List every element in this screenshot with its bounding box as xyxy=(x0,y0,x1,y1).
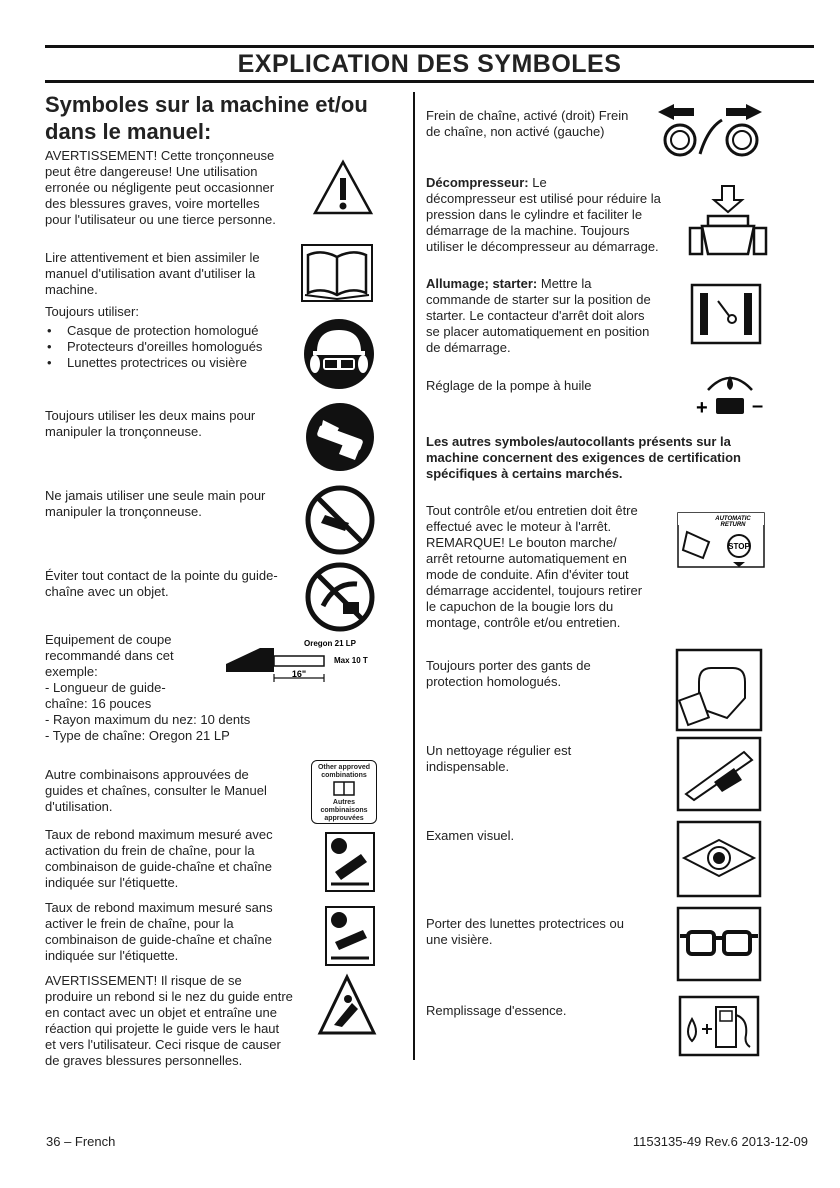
ppe-text: Toujours utiliser: • Casque de protection homologué • Protecteurs d'oreilles homologués • Lunettes protectrices ou visière xyxy=(45,304,305,371)
bar-length-label: 16" xyxy=(291,669,307,679)
read-manual-icon xyxy=(300,243,374,303)
return-label: RETURN xyxy=(720,522,746,528)
cleaning-text: Un nettoyage régulier est indispensable. xyxy=(426,743,572,774)
warning-triangle-icon xyxy=(313,160,373,215)
two-hands-icon xyxy=(305,402,375,472)
tip-contact-text: Éviter tout contact de la pointe du guide- chaîne avec un objet. xyxy=(45,568,278,599)
column-divider xyxy=(413,92,415,1060)
header-top-rule xyxy=(45,45,814,48)
kickback-brake-inactive-icon xyxy=(325,906,375,966)
other-symbols-heading: Les autres symboles/autocollants présents sur la machine concernent des exigences de certification spécifiques à certains marchés. xyxy=(426,434,742,481)
cleaning-brush-icon xyxy=(676,736,762,812)
goggles-text: Porter des lunettes protectrices ou une visière. xyxy=(426,916,624,947)
header-bottom-rule xyxy=(45,80,814,83)
decompressor-icon xyxy=(688,184,770,256)
other-combos-text: Autre combinaisons approuvées de guides et chaînes, consulter le Manuel d'utilisation. xyxy=(45,767,267,814)
warning-text: AVERTISSEMENT! Cette tronçonneuse peut être dangereuse! Une utilisation erronée ou négligente peut occasionner des blessures graves, voire mortelles pour l'utilisateur ou une tierce personne. xyxy=(45,148,276,227)
ignition-text: Allumage; starter: Mettre la commande de starter sur la position de starter. Le contacteur d'arrêt doit alors se placer automatiquement en position de démarrage. xyxy=(426,276,651,355)
kickback-warning-text: AVERTISSEMENT! Il risque de se produire un rebond si le nez du guide entre en contact avec un objet et entraîne une réaction qui projette le guide vers le haut et vers l'utilisateur. Ceci risque de causer de graves blessures personnelles. xyxy=(45,973,293,1068)
ppe-item: • Protecteurs d'oreilles homologués xyxy=(45,339,305,355)
one-hand-text: Ne jamais utiliser une seule main pour manipuler la tronçonneuse. xyxy=(45,488,266,519)
oil-pump-adjust-icon xyxy=(694,368,768,420)
manual-text: Lire attentivement et bien assimiler le manuel d'utilisation avant d'utiliser la machine. xyxy=(45,250,260,297)
kickback-brake-active-icon xyxy=(325,832,375,892)
oil-pump-text: Réglage de la pompe à huile xyxy=(426,378,592,393)
kickback-warning-icon xyxy=(318,975,376,1035)
ignition-starter-icon xyxy=(690,283,762,345)
stop-label: STOP xyxy=(728,542,750,551)
chain-type-label: Oregon 21 LP xyxy=(304,639,357,648)
ppe-item: • Casque de protection homologué xyxy=(45,323,305,339)
cutting-equipment-text: Equipement de coupe recommandé dans cet exemple: - Longueur de guide- chaîne: 16 pouces - Rayon maximum du nez: 10 dents - Type de chaîne: Oregon 21 LP xyxy=(45,632,251,743)
gloves-icon xyxy=(675,648,763,732)
kickback-active-text: Taux de rebond maximum mesuré avec activation du frein de chaîne, pour la combinaison de guide-chaîne et chaîne indiquée sur l'étiquette. xyxy=(45,827,273,890)
plus-label: + xyxy=(696,397,708,419)
minus-label: – xyxy=(752,395,764,417)
other-combinations-badge: Other approved combinations Autres combinaisons approuvées xyxy=(311,760,377,824)
chain-brake-icon xyxy=(650,98,770,160)
chain-brake-text: Frein de chaîne, activé (droit) Frein de chaîne, non activé (gauche) xyxy=(426,108,629,139)
footer-page-number: 36 – French xyxy=(46,1134,116,1149)
no-one-hand-icon xyxy=(305,485,375,555)
auto-return-label: AUTOMATIC xyxy=(715,516,751,522)
kickback-inactive-text: Taux de rebond maximum mesuré sans activer le frein de chaîne, pour la combinaison de guide-chaîne et chaîne indiquée sur l'étiquette. xyxy=(45,900,273,963)
safety-goggles-icon xyxy=(676,906,762,982)
helmet-ear-eye-protection-icon xyxy=(303,318,375,390)
maintenance-text: Tout contrôle et/ou entretien doit être effectué avec le moteur à l'arrêt. REMARQUE! Le bouton marche/ arrêt retourne automatiquement en mode de conduite. Afin d'éviter tout démarrage accidentel, toujours retirer le capuchon de la bougie lors du montage, contrôle et/ou entretien. xyxy=(426,503,643,630)
fuel-text: Remplissage d'essence. xyxy=(426,1003,567,1018)
nose-radius-label: Max 10 T xyxy=(334,656,368,665)
visual-inspection-eye-icon xyxy=(676,820,762,898)
two-hands-text: Toujours utiliser les deux mains pour manipuler la tronçonneuse. xyxy=(45,408,256,439)
visual-exam-text: Examen visuel. xyxy=(426,828,515,843)
book-icon xyxy=(333,780,355,796)
ppe-item: • Lunettes protectrices ou visière xyxy=(45,355,305,371)
page-title: EXPLICATION DES SYMBOLES xyxy=(237,50,622,78)
gloves-text: Toujours porter des gants de protection homologués. xyxy=(426,658,591,689)
footer-document-id: 1153135-49 Rev.6 2013-12-09 xyxy=(632,1134,808,1149)
auto-return-stop-icon xyxy=(677,512,765,568)
no-tip-contact-icon xyxy=(305,562,375,632)
fuel-refill-icon xyxy=(678,995,760,1057)
section-title: Symboles sur la machine et/ou dans le manuel: xyxy=(45,92,368,144)
decompressor-text: Décompresseur: Le décompresseur est utilisé pour réduire la pression dans le cylindre et faciliter le démarrage de la machine. Toujours utiliser le décompresseur au démarrage. xyxy=(426,175,661,254)
guide-bar-chain-icon xyxy=(222,636,378,688)
